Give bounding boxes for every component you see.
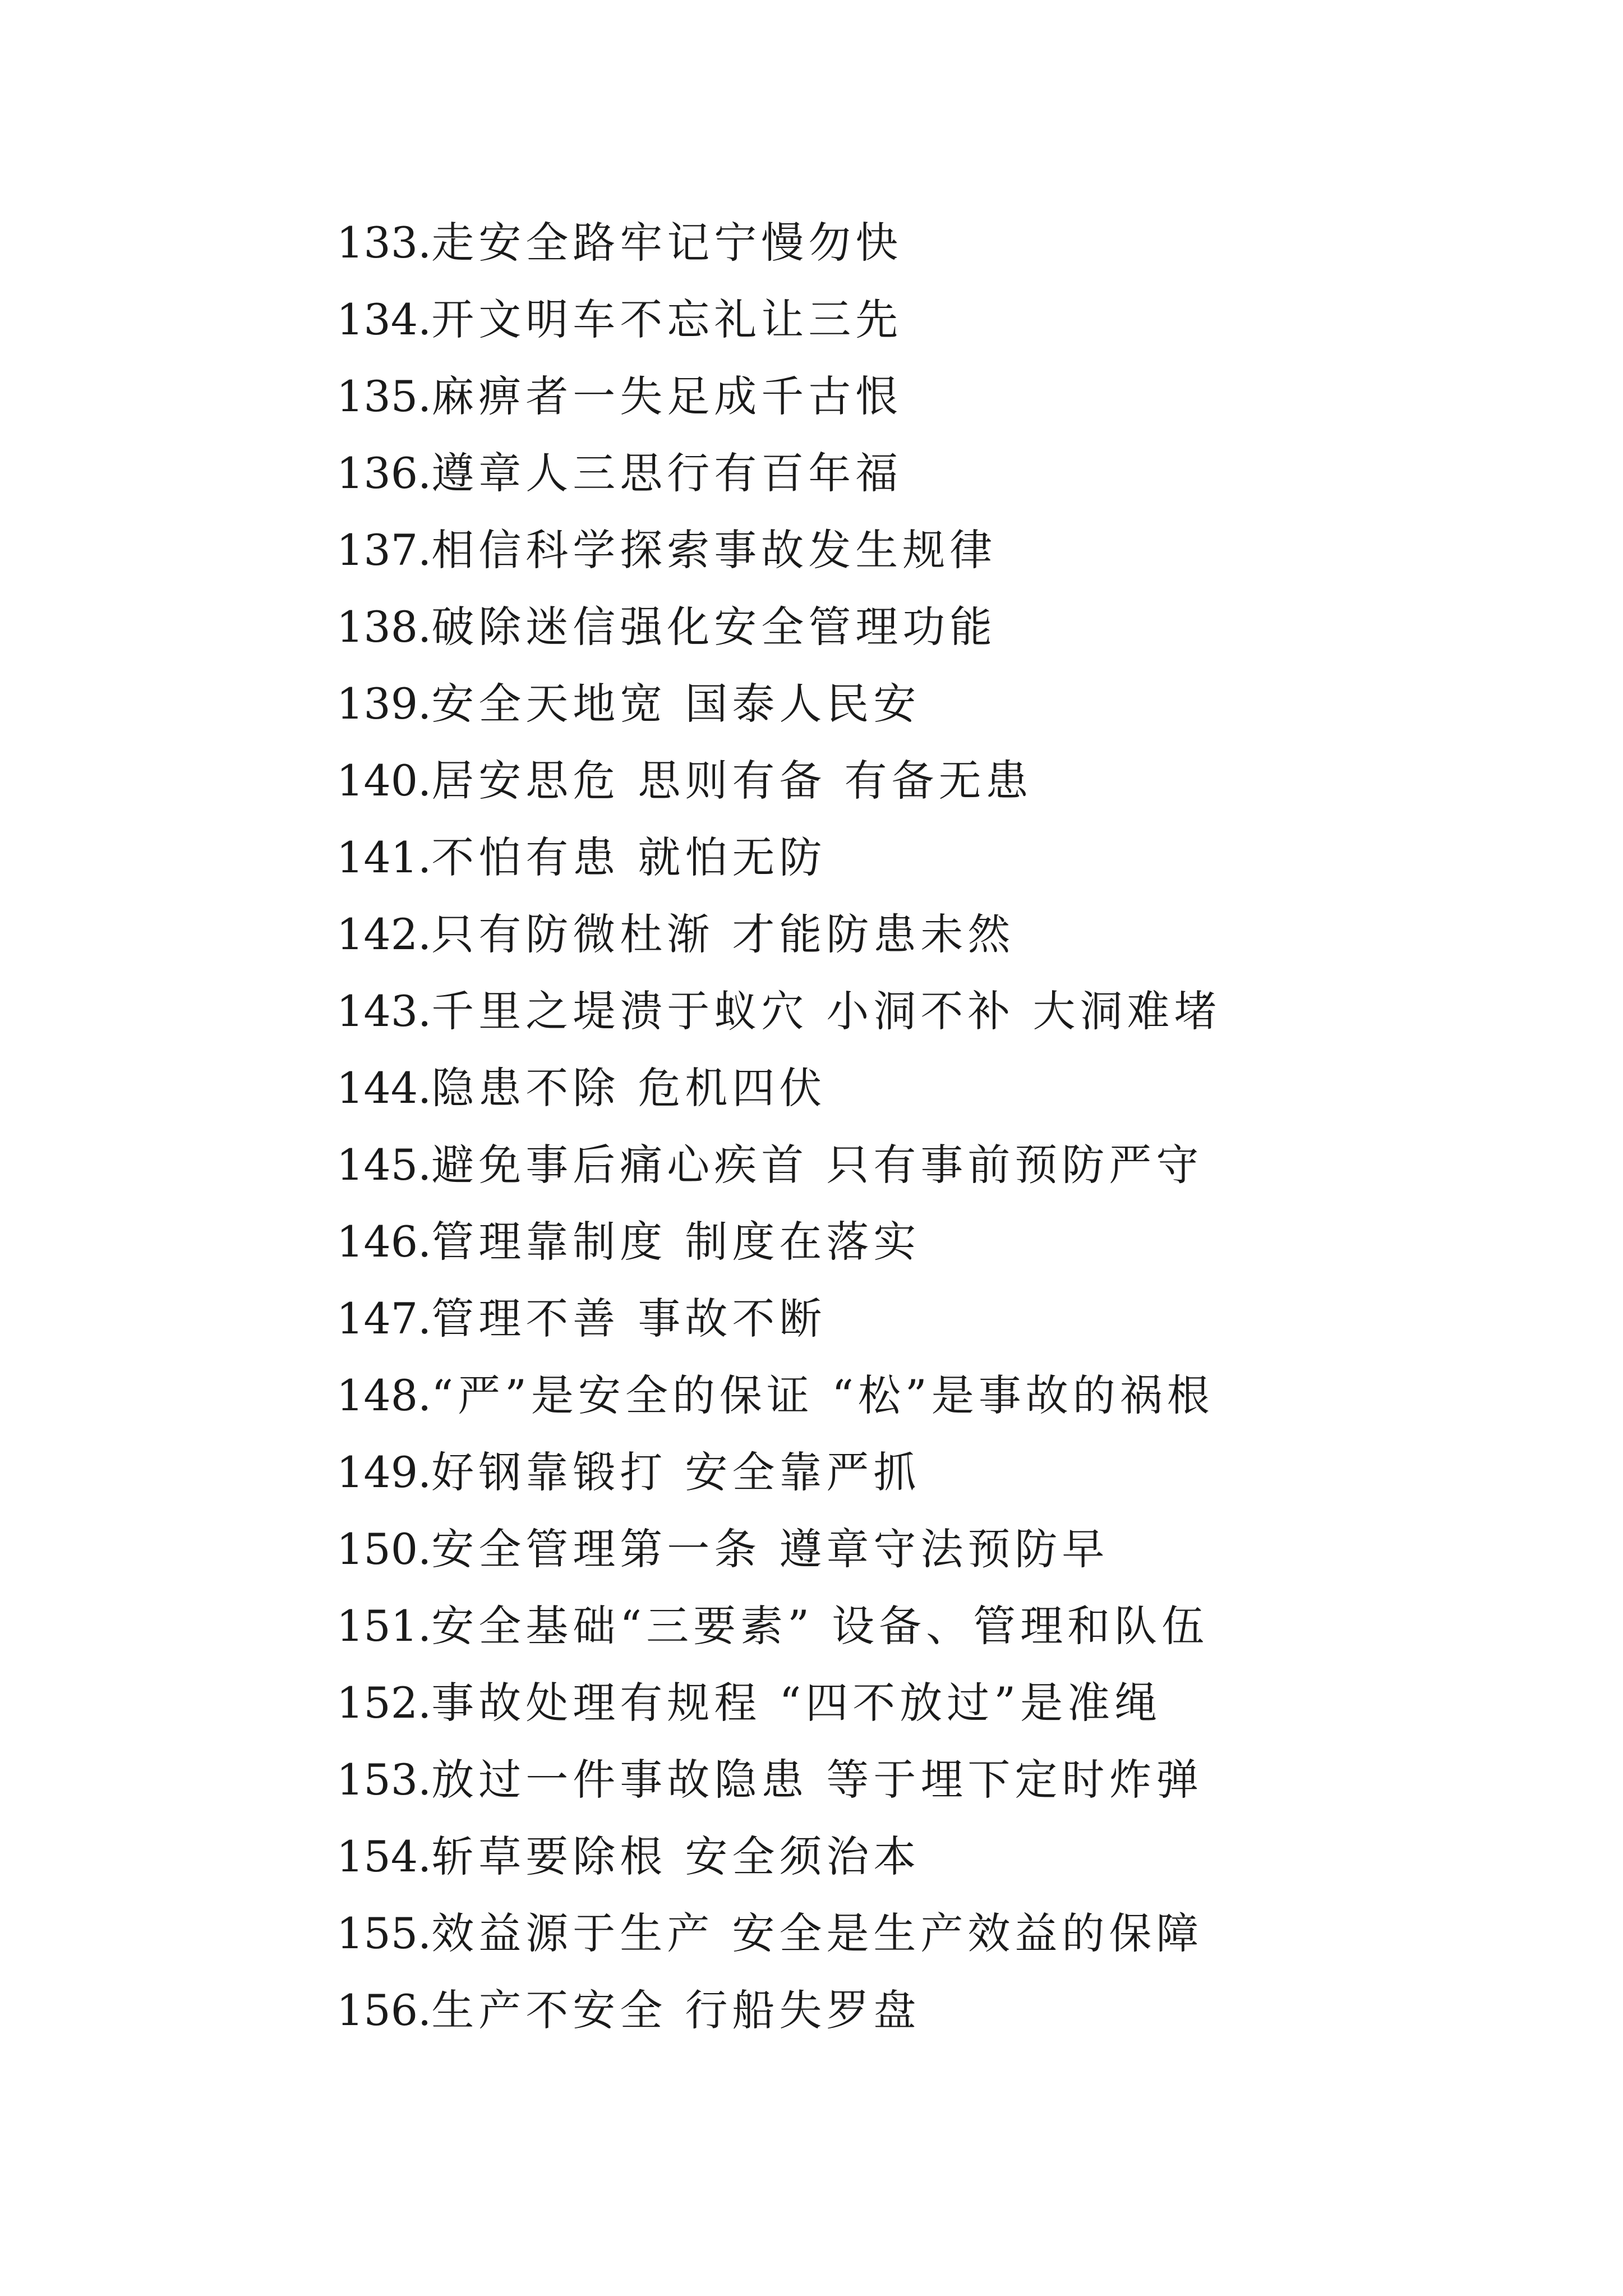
list-item: [336, 896, 1514, 973]
item-number: 135.: [336, 371, 432, 421]
list-item: [336, 1972, 1514, 2049]
item-text: 走安全路牢记宁慢勿快: [431, 218, 903, 268]
item-text: 事故处理有规程 “四不放过”是准绳: [431, 1678, 1162, 1728]
list-item: [336, 1511, 1514, 1588]
list-item: [336, 281, 1514, 358]
list-item: [336, 1434, 1514, 1511]
item-number: 148.: [336, 1370, 432, 1420]
list-item: [336, 1741, 1514, 1818]
item-text: 麻痹者一失足成千古恨: [431, 371, 903, 421]
list-item: [336, 1126, 1514, 1203]
list-item: [336, 819, 1514, 896]
item-text: 千里之堤溃于蚁穴 小洞不补 大洞难堵: [431, 986, 1221, 1036]
item-number: 144.: [336, 1063, 432, 1113]
item-number: 150.: [336, 1524, 432, 1574]
item-text: 安全天地宽 国泰人民安: [431, 679, 921, 729]
item-text: 斩草要除根 安全须治本: [431, 1832, 921, 1881]
list-item: [336, 358, 1514, 435]
item-number: 151.: [336, 1601, 432, 1651]
item-number: 154.: [336, 1832, 432, 1881]
item-number: 134.: [336, 295, 432, 344]
item-number: 149.: [336, 1447, 432, 1497]
item-text: 只有防微杜渐 才能防患未然: [431, 909, 1015, 959]
item-number: 139.: [336, 679, 432, 729]
item-number: 140.: [336, 756, 432, 806]
slogan-list: [336, 204, 1514, 2049]
item-number: 153.: [336, 1755, 432, 1805]
item-number: 146.: [336, 1217, 432, 1267]
item-number: 152.: [336, 1678, 432, 1728]
item-text: 好钢靠锻打 安全靠严抓: [431, 1447, 921, 1497]
list-item: [336, 1664, 1514, 1741]
list-item: [336, 1357, 1514, 1434]
list-item: [336, 1203, 1514, 1280]
item-text: 安全管理第一条 遵章守法预防早: [431, 1524, 1109, 1574]
list-item: [336, 1818, 1514, 1895]
item-text: 隐患不除 危机四伏: [431, 1063, 827, 1113]
item-text: 避免事后痛心疾首 只有事前预防严守: [431, 1140, 1204, 1190]
list-item: [336, 1588, 1514, 1664]
item-number: 141.: [336, 832, 432, 882]
item-number: 155.: [336, 1908, 432, 1958]
list-item: [336, 973, 1514, 1050]
list-item: [336, 435, 1514, 512]
item-text: “严”是安全的保证 “松”是事故的祸根: [431, 1370, 1214, 1420]
item-number: 138.: [336, 602, 432, 652]
item-number: 137.: [336, 525, 432, 575]
list-item: [336, 1895, 1514, 1972]
list-item: [336, 1280, 1514, 1357]
item-text: 管理不善 事故不断: [431, 1294, 827, 1343]
item-text: 生产不安全 行船失罗盘: [431, 1985, 921, 2035]
list-item: [336, 588, 1514, 665]
list-item: [336, 1050, 1514, 1126]
item-text: 不怕有患 就怕无防: [431, 832, 827, 882]
list-item: [336, 512, 1514, 588]
item-text: 居安思危 思则有备 有备无患: [431, 756, 1033, 806]
item-number: 147.: [336, 1294, 432, 1343]
list-item: [336, 665, 1514, 742]
item-number: 142.: [336, 909, 432, 959]
item-text: 遵章人三思行有百年福: [431, 448, 903, 498]
item-text: 安全基础“三要素” 设备、管理和队伍: [431, 1601, 1209, 1651]
item-number: 156.: [336, 1985, 432, 2035]
item-text: 相信科学探索事故发生规律: [431, 525, 997, 575]
item-text: 效益源于生产 安全是生产效益的保障: [431, 1908, 1204, 1958]
item-text: 放过一件事故隐患 等于埋下定时炸弹: [431, 1755, 1204, 1805]
item-number: 133.: [336, 218, 432, 268]
item-number: 145.: [336, 1140, 432, 1190]
item-number: 143.: [336, 986, 432, 1036]
item-text: 破除迷信强化安全管理功能: [431, 602, 997, 652]
list-item: [336, 742, 1514, 819]
item-text: 管理靠制度 制度在落实: [431, 1217, 921, 1267]
item-text: 开文明车不忘礼让三先: [431, 295, 903, 344]
item-number: 136.: [336, 448, 432, 498]
list-item: [336, 204, 1514, 281]
